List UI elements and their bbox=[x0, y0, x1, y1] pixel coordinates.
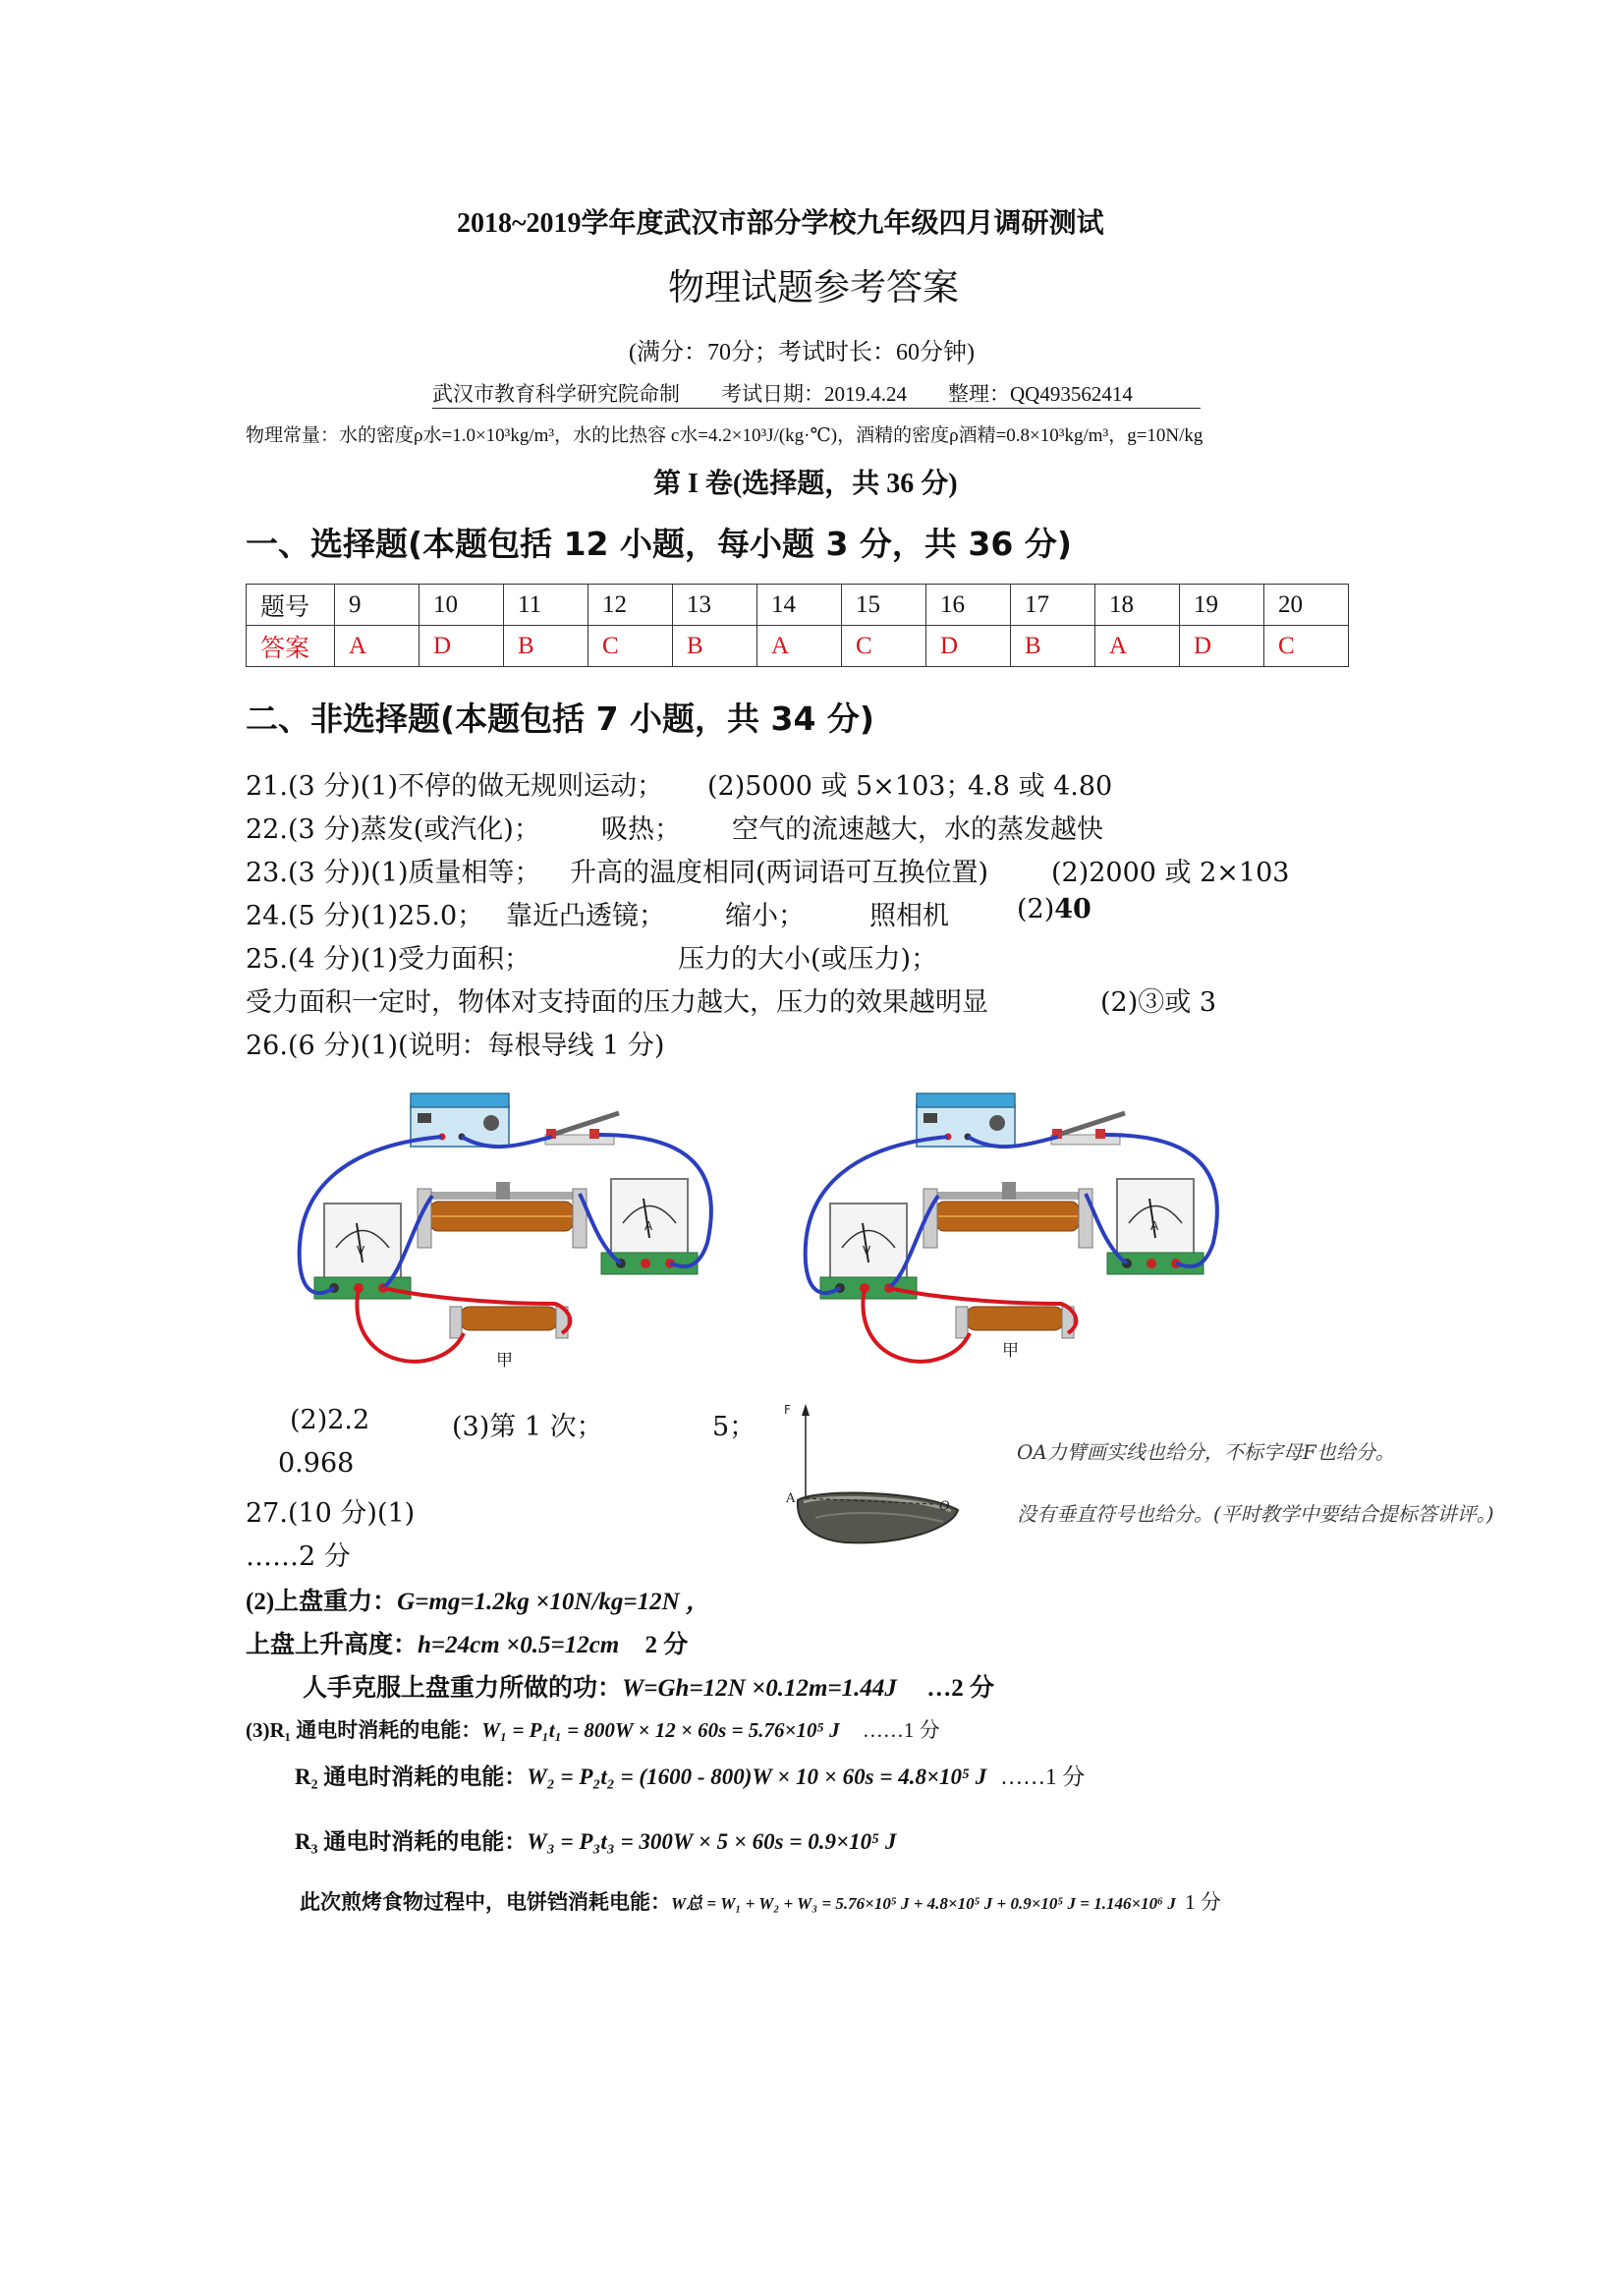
handwritten-note-2: 没有垂直符号也给分。(平时教学中要结合提标答讲评。) bbox=[1017, 1502, 1494, 1526]
svg-text:V: V bbox=[863, 1244, 871, 1258]
q26-part-b: (2)2.2 bbox=[290, 1405, 370, 1435]
q25-part-b: 压力的大小(或压力)； bbox=[678, 944, 938, 975]
q24-part-c: 缩小； bbox=[725, 901, 805, 931]
q27-p3-r1-score: ……1 分 bbox=[862, 1718, 940, 1742]
volume-title: 第 I 卷(选择题，共 36 分) bbox=[653, 469, 958, 499]
q26-part-d: 5； bbox=[712, 1412, 756, 1442]
q27-p3-r1 bbox=[246, 1714, 940, 1744]
q22-part-a: 22.(3 分)蒸发(或汽化)； bbox=[246, 814, 540, 845]
q27-p2-line2-label: 上盘上升高度： bbox=[246, 1632, 419, 1658]
source-line: 武汉市教育科学研究院命制 考试日期：2019.4.24 整理：QQ493562414 bbox=[432, 378, 1201, 409]
point-a-label: A bbox=[786, 1491, 796, 1506]
q27-p3-r3-label: R₃ 通电时消耗的电能： bbox=[295, 1829, 528, 1854]
q27-p2-line2-eq: h=24cm ×0.5=12cm bbox=[418, 1632, 620, 1658]
table-cell: D bbox=[1180, 626, 1264, 667]
handwritten-note-1: OA力臂画实线也给分，不标字母F也给分。 bbox=[1017, 1440, 1395, 1464]
point-o-label: O bbox=[939, 1499, 950, 1514]
q24-part-b: 靠近凸透镜； bbox=[506, 901, 665, 931]
q23-part-c: (2)2000 或 2×103 bbox=[1051, 858, 1290, 888]
q27-p3-total-score: 1 分 bbox=[1185, 1890, 1221, 1914]
table-cell: C bbox=[588, 626, 673, 667]
q21-part-c: 4.8 或 4.80 bbox=[968, 771, 1113, 802]
q27-p3-r2-eq: W₂ = P₂t₂ = (1600 - 800)W × 10 × 60s = 4.8×10⁵ J bbox=[527, 1764, 987, 1789]
table-cell: C bbox=[842, 626, 926, 667]
q27-part-a: 27.(10 分)(1) bbox=[246, 1498, 416, 1529]
rheostat-icon bbox=[923, 1182, 1092, 1248]
svg-text:A: A bbox=[644, 1219, 653, 1233]
q25-part-a: 25.(4 分)(1)受力面积； bbox=[246, 944, 532, 975]
q23-part-a: 23.(3 分))(1)质量相等； bbox=[246, 858, 541, 888]
circuit-diagram-left bbox=[295, 1076, 727, 1385]
q24-part-e bbox=[1017, 894, 1091, 924]
table-cell: B bbox=[673, 626, 757, 667]
q21-part-a: 21.(3 分)(1)不停的做无规则运动； bbox=[246, 771, 664, 802]
q27-p3-r2-score: ……1 分 bbox=[1000, 1764, 1086, 1789]
svg-text:A: A bbox=[1150, 1219, 1159, 1233]
table-cell: 9 bbox=[335, 585, 420, 626]
q26-part-c: (3)第 1 次； bbox=[452, 1412, 603, 1442]
q25-part-d: (2)③或 3 bbox=[1100, 987, 1217, 1018]
exam-meta: (满分：70分；考试时长：60分钟) bbox=[629, 340, 975, 365]
table-row-questions bbox=[247, 585, 1349, 626]
q27-p3-total-eq: W总 = W₁ + W₂ + W₃ = 5.76×10⁵ J + 4.8×10⁵ J + 0.9×10⁵ J = 1.146×10⁶ J bbox=[671, 1894, 1176, 1913]
q24-part-d: 照相机 bbox=[869, 901, 949, 931]
q27-part-b: ……2 分 bbox=[246, 1541, 351, 1572]
q22-part-b: 吸热； bbox=[601, 814, 681, 845]
q27-p2-line1 bbox=[246, 1582, 710, 1617]
q26-part-a: 26.(6 分)(1)(说明：每根导线 1 分) bbox=[246, 1031, 665, 1061]
switch-icon bbox=[545, 1113, 619, 1145]
q27-p2-line1-eq: G=mg=1.2kg ×10N/kg=12N ， bbox=[397, 1589, 710, 1615]
table-cell: 18 bbox=[1095, 585, 1180, 626]
q27-p2-line3-eq: W=Gh=12N ×0.12m=1.44J bbox=[622, 1675, 897, 1702]
q27-p3-r1-eq: W₁ = P₁t₁ = 800W × 12 × 60s = 5.76×10⁵ J bbox=[481, 1718, 840, 1742]
switch-icon bbox=[1051, 1113, 1125, 1145]
table-cell: 13 bbox=[673, 585, 757, 626]
table-cell: D bbox=[420, 626, 504, 667]
table-cell: 12 bbox=[588, 585, 673, 626]
q27-p3-r1-label: (3)R₁ 通电时消耗的电能： bbox=[246, 1718, 482, 1742]
table-cell: 16 bbox=[926, 585, 1011, 626]
table-cell: 15 bbox=[842, 585, 926, 626]
q27-p3-r3-eq: W₃ = P₃t₃ = 300W × 5 × 60s = 0.9×10⁵ J bbox=[527, 1829, 897, 1854]
q27-p3-r2-label: R₂ 通电时消耗的电能： bbox=[295, 1764, 528, 1789]
q25-part-c: 受力面积一定时，物体对支持面的压力越大，压力的效果越明显 bbox=[246, 987, 988, 1018]
table-cell: A bbox=[1095, 626, 1180, 667]
q24-part-e-label: (2) bbox=[1017, 894, 1055, 924]
force-arrow-icon bbox=[802, 1404, 810, 1498]
answer-table bbox=[246, 584, 1349, 667]
griddle-force-figure bbox=[776, 1400, 973, 1562]
resistor-icon bbox=[450, 1307, 568, 1338]
section2-heading: 二、非选择题(本题包括 7 小题，共 34 分) bbox=[246, 700, 875, 738]
q27-p2-line2-score: 2 分 bbox=[644, 1632, 689, 1658]
table-row-answers bbox=[247, 626, 1349, 667]
diagram-right-label: 甲 bbox=[1002, 1341, 1019, 1361]
force-label: F bbox=[784, 1403, 791, 1417]
table-cell: A bbox=[335, 626, 420, 667]
q24-part-f: 40 bbox=[1054, 894, 1091, 924]
q27-p3-r3 bbox=[295, 1823, 896, 1856]
q27-p3-r2 bbox=[295, 1759, 1085, 1791]
q27-p2-line3-label: 人手克服上盘重力所做的功： bbox=[303, 1675, 623, 1702]
rheostat-icon bbox=[418, 1182, 587, 1248]
q23-part-b: 升高的温度相同(两词语可互换位置) bbox=[570, 858, 989, 888]
table-cell: B bbox=[1011, 626, 1095, 667]
q26-part-e: 0.968 bbox=[278, 1448, 355, 1479]
voltmeter-icon bbox=[820, 1204, 917, 1299]
table-cell: 10 bbox=[420, 585, 504, 626]
table-cell: B bbox=[504, 626, 588, 667]
svg-text:V: V bbox=[357, 1244, 365, 1258]
constants-line: 物理常量：水的密度ρ水=1.0×10³kg/m³，水的比热容 c水=4.2×10³J/(kg·℃)，酒精的密度ρ酒精=0.8×10³kg/m³，g=10N/kg bbox=[246, 425, 1203, 446]
table-cell: 19 bbox=[1180, 585, 1264, 626]
table-cell: 17 bbox=[1011, 585, 1095, 626]
q27-p3-total-label: 此次煎烤食物过程中，电饼铛消耗电能： bbox=[300, 1890, 671, 1914]
q22-part-c: 空气的流速越大，水的蒸发越快 bbox=[732, 814, 1103, 845]
resistor-icon bbox=[956, 1307, 1074, 1338]
table-cell: 20 bbox=[1264, 585, 1349, 626]
q27-p2-line2 bbox=[246, 1625, 688, 1660]
doc-title: 2018~2019学年度武汉市部分学校九年级四月调研测试 bbox=[457, 208, 1104, 239]
doc-subtitle: 物理试题参考答案 bbox=[668, 268, 959, 308]
table-cell-label: 题号 bbox=[247, 585, 335, 626]
table-cell: C bbox=[1264, 626, 1349, 667]
table-cell: D bbox=[926, 626, 1011, 667]
section1-heading: 一、选择题(本题包括 12 小题，每小题 3 分，共 36 分) bbox=[246, 525, 1072, 563]
table-cell: A bbox=[757, 626, 842, 667]
q21-part-b: (2)5000 或 5×103； bbox=[707, 771, 973, 802]
table-cell: 14 bbox=[757, 585, 842, 626]
table-cell-label: 答案 bbox=[247, 626, 335, 667]
q27-p2-line1-label: (2)上盘重力： bbox=[246, 1589, 398, 1615]
q27-p3-total bbox=[300, 1886, 1221, 1916]
griddle-icon bbox=[798, 1493, 958, 1543]
voltmeter-icon bbox=[314, 1204, 411, 1299]
diagram-left-label: 甲 bbox=[496, 1351, 513, 1371]
q27-p2-line3-score: …2 分 bbox=[926, 1675, 994, 1702]
q27-p2-line3 bbox=[303, 1668, 994, 1704]
table-cell: 11 bbox=[504, 585, 588, 626]
q24-part-a: 24.(5 分)(1)25.0； bbox=[246, 901, 484, 931]
